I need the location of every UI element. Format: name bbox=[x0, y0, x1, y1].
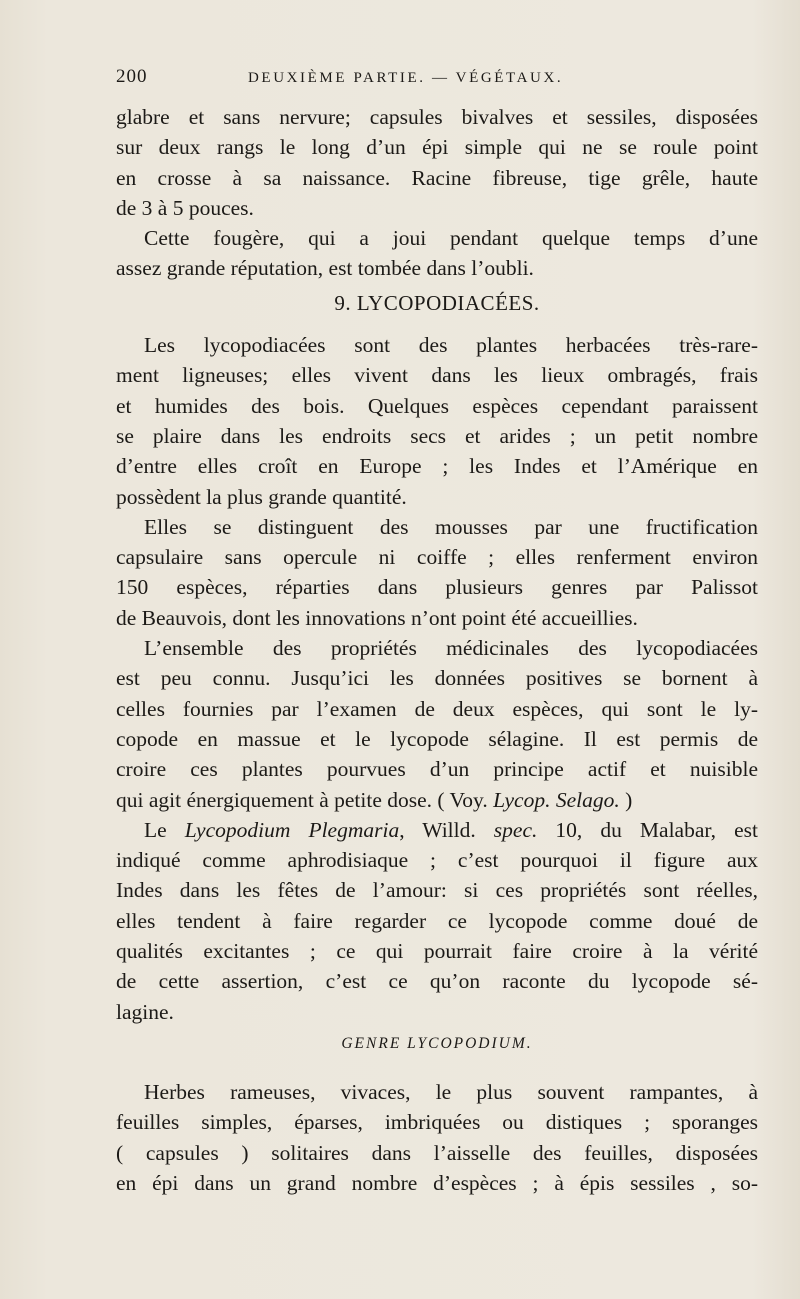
text-line: en épi dans un grand nombre d’espèces ; à épis sessiles , so- bbox=[116, 1170, 758, 1195]
text-line: ment ligneuses; elles vivent dans les lieux ombragés, frais bbox=[116, 363, 758, 388]
text-line: lagine. bbox=[116, 999, 174, 1024]
text-line: qualités excitantes ; ce qui pourrait faire croire à la vérité bbox=[116, 939, 758, 964]
text-line: elles tendent à faire regarder ce lycopode comme doué de bbox=[116, 908, 758, 933]
running-title: DEUXIÈME PARTIE. — VÉGÉTAUX. bbox=[248, 70, 564, 86]
text-line: L’ensemble des propriétés médicinales des lycopodiacées bbox=[144, 636, 758, 661]
text-line: glabre et sans nervure; capsules bivalves et sessiles, disposées bbox=[116, 105, 758, 129]
text-line: feuilles simples, éparses, imbriquées ou distiques ; sporanges bbox=[116, 1110, 758, 1135]
text-line: 150 espèces, réparties dans plusieurs genres par Palissot bbox=[116, 575, 758, 600]
text-line bbox=[116, 815, 758, 845]
text-line: Les lycopodiacées sont des plantes herbacées très-rare- bbox=[144, 333, 758, 358]
text-line: de 3 à 5 pouces. bbox=[116, 195, 254, 220]
text-run: qui agit énergiquement à petite dose. ( Voy. bbox=[116, 787, 494, 812]
text-line: indiqué comme aphrodisiaque ; c’est pourquoi il figure aux bbox=[116, 848, 758, 873]
text-run: ) bbox=[619, 787, 633, 812]
text-line: et humides des bois. Quelques espèces cependant paraissent bbox=[116, 393, 758, 418]
text-line bbox=[116, 785, 758, 815]
abbrev: spec. bbox=[493, 817, 538, 842]
text-line: se plaire dans les endroits secs et arides ; un petit nombre bbox=[116, 423, 758, 448]
text-line: en crosse à sa naissance. Racine fibreuse, tige grêle, haute bbox=[116, 165, 758, 190]
running-head bbox=[116, 66, 752, 88]
text-line: sur deux rangs le long d’un épi simple qui ne se roule point bbox=[116, 135, 758, 160]
text-line: de Beauvois, dont les innovations n’ont point été accueillies. bbox=[116, 605, 638, 630]
text-run: Le bbox=[144, 817, 185, 842]
text-line: Indes dans les fêtes de l’amour: si ces propriétés sont réelles, bbox=[116, 878, 758, 903]
species-name: Lycopodium Plegmaria bbox=[184, 817, 400, 842]
page-number: 200 bbox=[116, 66, 148, 87]
text-line: ( capsules ) solitaires dans l’aisselle des feuilles, disposées bbox=[116, 1140, 758, 1165]
text-run: 10, du Malabar, est bbox=[537, 817, 758, 842]
genre-title: GENRE LYCOPODIUM. bbox=[341, 1034, 533, 1052]
text-line: assez grande réputation, est tombée dans l’oubli. bbox=[116, 256, 534, 281]
text-line: Cette fougère, qui a joui pendant quelque temps d’une bbox=[144, 226, 758, 251]
text-line: Elles se distinguent des mousses par une fructification bbox=[144, 514, 758, 539]
text-line: croire ces plantes pourvues d’un principe actif et nuisible bbox=[116, 757, 758, 782]
text-line: possèdent la plus grande quantité. bbox=[116, 484, 407, 509]
section-title: 9. LYCOPODIACÉES. bbox=[334, 290, 540, 315]
text-line: d’entre elles croît en Europe ; les Indes et l’Amérique en bbox=[116, 454, 758, 479]
text-run: , Willd. bbox=[399, 817, 494, 842]
text-line: capsulaire sans opercule ni coiffe ; elles renferment environ bbox=[116, 545, 758, 570]
text-line: de cette assertion, c’est ce qu’on raconte du lycopode sé- bbox=[116, 969, 758, 994]
species-name: Lycop. Selago. bbox=[493, 787, 620, 812]
body-text bbox=[116, 102, 758, 1198]
text-line: copode en massue et le lycopode sélagine. Il est permis de bbox=[116, 726, 758, 751]
text-line: celles fournies par l’examen de deux espèces, qui sont le ly- bbox=[116, 696, 758, 721]
text-line: Herbes rameuses, vivaces, le plus souvent rampantes, à bbox=[144, 1079, 758, 1104]
text-line: est peu connu. Jusqu’ici les données positives se bornent à bbox=[116, 666, 758, 691]
